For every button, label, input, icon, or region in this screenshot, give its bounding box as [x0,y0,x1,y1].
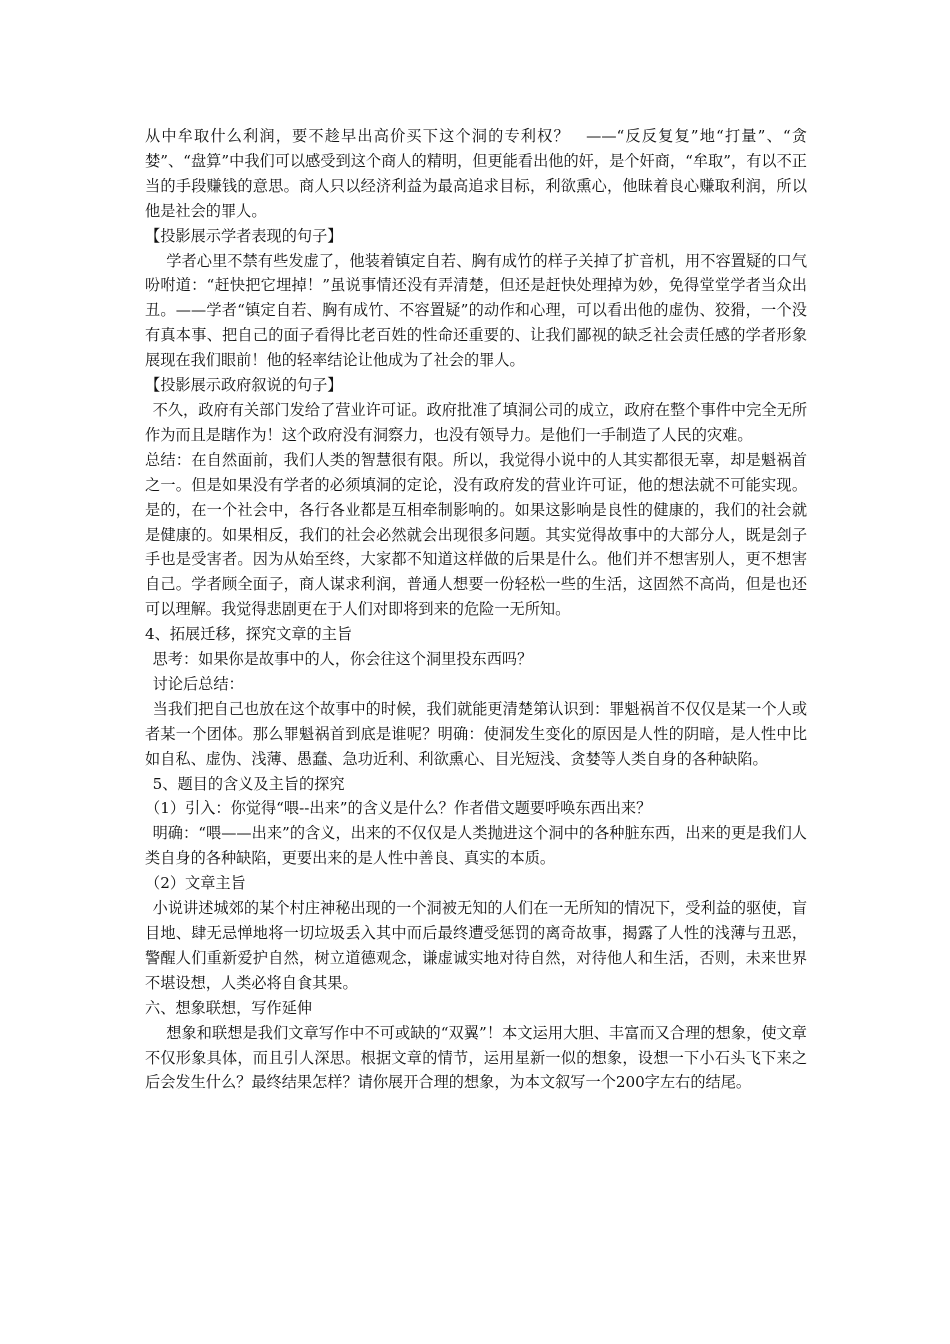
paragraph-summary: 总结：在自然面前，我们人类的智慧很有限。所以，我觉得小说中的人其实都很无辜，却是魁祸首之一。但是如果没有学者的必须填洞的定论，没有政府发的营业许可证，他的想法就不可能实现。是的，在一个社会中，各行各业都是互相牵制影响的。如果这影响是良性的健康的，我们的社会就是健康的。如果相反，我们的社会必然就会出现很多问题。其实觉得故事中的大部分人，既是刽子手也是受害者。因为从始至终，大家都不知道这样做的后果是什么。他们并不想害别人，更不想害自己。学者顾全面子，商人谋求利润，普通人想要一份轻松一些的生活，这固然不高尚，但是也还可以理解。我觉得悲剧更在于人们对即将到来的危险一无所知。 [145,450,807,619]
paragraph-writing-task: 想象和联想是我们文章写作中不可或缺的“双翼”！本文运用大胆、丰富而又合理的想象，使文章不仅形象具体，而且引人深思。根据文章的情节，运用星新一似的想象，设想一下小石头飞下来之后会发生什么？最终结果怎样？请你展开合理的想象，为本文叙写一个200字左右的结尾。 [145,1023,807,1092]
paragraph-intro-question: （1）引入：你觉得“喂--出来”的含义是什么？作者借文题要呼唤东西出来？ [145,799,652,818]
paragraph-title-clarification: 明确：“喂——出来”的含义，出来的不仅仅是人类抛进这个洞中的各种脏东西，出来的更是我们人类自身的各种缺陷，更要出来的是人性中善良、真实的本质。 [145,824,807,868]
paragraph-discussion-conclusion: 当我们把自己也放在这个故事中的时候，我们就能更清楚第认识到：罪魁祸首不仅仅是某一个人或者某一个团体。那么罪魁祸首到底是谁呢？明确：使洞发生变化的原因是人性的阴暗，是人性中比如自私、虚伪、浅薄、愚蠢、急功近利、利欲熏心、目光短浅、贪婪等人类自身的各种缺陷。 [145,699,807,768]
paragraph-scholar-analysis: 学者心里不禁有些发虚了，他装着镇定自若、胸有成竹的样子关掉了扩音机，用不容置疑的口气吩咐道：“赶快把它埋掉！”虽说事情还没有弄清楚，但还是赶快处理掉为妙，免得堂堂学者当众出丑。——学者“镇定自若、胸有成竹、不容置疑”的动作和心理，可以看出他的虚伪、狡猾，一个没有真本事、把自己的面子看得比老百姓的性命还重要的、让我们鄙视的缺乏社会责任感的学者形象展现在我们眼前！他的轻率结论让他成为了社会的罪人。 [145,251,807,370]
document-body [145,124,807,1095]
section-heading-theme: 4、拓展迁移，探究文章的主旨 [145,625,353,644]
section-heading-writing: 六、想象联想，写作延伸 [145,998,313,1017]
paragraph-merchant-analysis: 从中牟取什么利润，要不趁早出高价买下这个洞的专利权？ ——“反反复复”地“打量”、“贪婪”、“盘算”中我们可以感受到这个商人的精明，但更能看出他的奸，是个奸商，“牟取”，有以不正当的手段赚钱的意思。商人只以经济利益为最高追求目标，利欲熏心，他昧着良心赚取利润，所以他是社会的罪人。 [145,127,807,220]
subheading-article-theme: （2）文章主旨 [145,874,246,893]
paragraph-think-question: 思考：如果你是故事中的人，你会往这个洞里投东西吗？ [152,650,533,669]
paragraph-government-analysis: 不久，政府有关部门发给了营业许可证。政府批准了填洞公司的成立，政府在整个事件中完全无所作为而且是瞎作为！这个政府没有洞察力，也没有领导力。是他们一手制造了人民的灾难。 [145,400,807,444]
heading-government-projection: 【投影展示政府叙说的句子】 [145,376,343,395]
heading-scholar-projection: 【投影展示学者表现的句子】 [145,226,343,245]
paragraph-discussion-label: 讨论后总结： [152,674,244,693]
section-heading-title-meaning: 5、题目的含义及主旨的探究 [152,774,345,793]
paragraph-article-theme: 小说讲述城郊的某个村庄神秘出现的一个洞被无知的人们在一无所知的情况下，受利益的驱使，盲目地、肆无忌惮地将一切垃圾丢入其中而后最终遭受惩罚的离奇故事，揭露了人性的浅薄与丑恶，警醒人们重新爱护自然，树立道德观念，谦虚诚实地对待自然，对待他人和生活，否则，未来世界不堪设想，人类必将自食其果。 [145,899,807,992]
